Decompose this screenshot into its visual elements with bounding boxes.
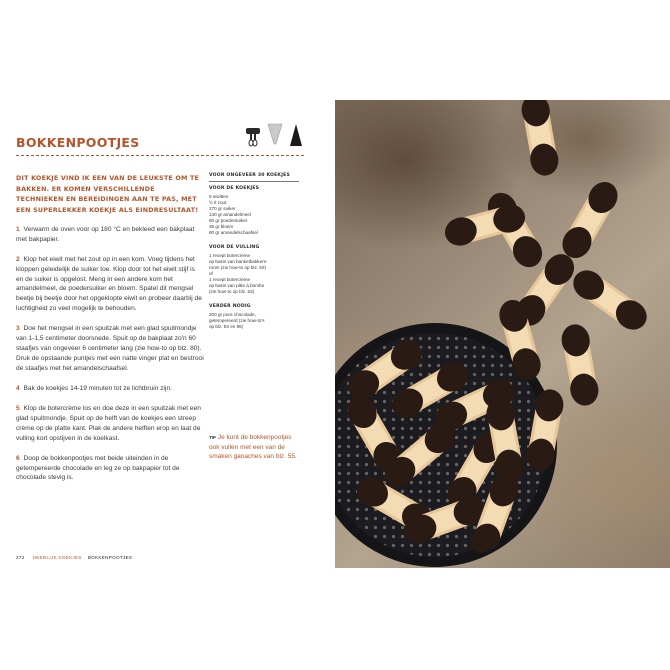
ingredient-item: 270 gr suiker bbox=[209, 206, 236, 211]
yield-heading: VOOR ONGEVEER 30 KOEKJES bbox=[209, 173, 290, 178]
step-1: 1 Verwarm de oven voor op 180 °C en bekleed een bakplaat met bakpapier. bbox=[16, 226, 195, 243]
ingredient-item: 60 gr poedersuiker bbox=[209, 218, 248, 223]
recipe-title: BOKKENPOOTJES bbox=[16, 135, 140, 150]
tip-text: Je kunt de bokkenpootjes ook vullen met een van de smaken ganaches van blz. 55. bbox=[209, 434, 297, 461]
mixer-icon bbox=[246, 128, 260, 146]
ingredient-item: ½ tl zout bbox=[209, 200, 227, 205]
cone-icon bbox=[290, 124, 302, 146]
sidebar-divider bbox=[209, 181, 299, 182]
ingredient-list bbox=[209, 253, 305, 295]
ingredient-item: op blz. 83 en 86) bbox=[209, 324, 244, 329]
piping-bag-icon bbox=[268, 124, 282, 144]
cookie-piece bbox=[559, 322, 601, 408]
photo-illustration bbox=[335, 100, 670, 568]
title-divider bbox=[16, 155, 304, 156]
step-5: 5 Klop de botercrème los en doe deze in een spuitzak met een glad spuitmondje. Spuit op de helft van de koekjes een streep crème op de platte kant. Plak de andere helften erop en laat de vulling kort opstijven in de koelkast. bbox=[16, 405, 201, 442]
ingredients-sidebar bbox=[209, 173, 305, 339]
cookie-piece bbox=[519, 100, 561, 178]
step-6: 6 Doop de bokkenpootjes met beide uiteinden in de getempereerde chocolade en leg ze op bakpapier tot de chocolade stevig is. bbox=[16, 454, 180, 482]
ingredient-item: 1 recept botercrème bbox=[209, 253, 251, 258]
step-3: 3 Doe het mengsel in een spuitzak met een glad spuitmondje van 1-1,5 centimeter doorsnede. Spuit op de bakplaat zo'n 60 staafjes van ongeveer 6 centimeter lang (zie how-to op blz. 80). Druk de opstaande puntjes met een natte vinger plat en bestrooi de staafjes met het amandelschaafsel. bbox=[16, 325, 204, 372]
ingredient-item: room (zie how-to op blz. 60) bbox=[209, 265, 266, 270]
ingredient-item: op basis van banketbakkers- bbox=[209, 259, 268, 264]
recipe-steps bbox=[16, 225, 204, 494]
technique-icons bbox=[244, 122, 304, 148]
ingredient-item: 5 eiwitten bbox=[209, 194, 229, 199]
section-heading: VOOR DE VULLING bbox=[209, 245, 260, 250]
section-heading: VOOR DE KOEKJES bbox=[209, 186, 260, 191]
cookie-piece bbox=[557, 177, 623, 264]
ingredient-item: getempereerd (zie how-to's bbox=[209, 318, 265, 323]
ingredient-item: 35 gr bloem bbox=[209, 224, 234, 229]
ingredient-item: 60 gr amandelschaafsel bbox=[209, 230, 258, 235]
chapter-title: BOKKENPOOTJES bbox=[87, 555, 133, 560]
ingredients-extra bbox=[209, 304, 305, 330]
book-title: HEERLIJK KOEKJES bbox=[32, 555, 82, 560]
ingredient-item: (zie how-to op blz. 63) bbox=[209, 289, 255, 294]
page-footer bbox=[16, 555, 132, 560]
ingredient-list bbox=[209, 194, 305, 236]
ingredient-item: 1 recept botercrème bbox=[209, 277, 251, 282]
ingredient-list bbox=[209, 312, 305, 330]
tip-label: TIP bbox=[209, 435, 216, 440]
step-2: 2 Klop het eiwit met het zout op in een kom. Voeg tijdens het kloppen geleidelijk de suiker toe. Klop door tot het eiwit stijf is en de suiker is opgelost. Meng in een andere kom het amandelmeel, de poedersuiker en bloem. Spatel dit mengsel beetje bij beetje door het opgeklopte eiwit en probeer daarbij de luchtigheid zo veel mogelijk te behouden. bbox=[16, 256, 202, 313]
tip-box bbox=[209, 433, 301, 462]
ingredient-item: 140 gr amandelmeel bbox=[209, 212, 251, 217]
cookie-piece bbox=[568, 264, 653, 335]
ingredient-item: op basis van pâte à bombe bbox=[209, 283, 265, 288]
section-heading: VERDER NODIG bbox=[209, 304, 251, 309]
recipe-intro: DIT KOEKJE VIND IK EEN VAN DE LEUKSTE OM TE BAKKEN. ER KOMEN VERSCHILLENDE TECHNIEKEN EN BEREIDINGEN AAN TE PAS, MET EEN SUPERLEKKER KOEKJE ALS EINDRESULTAAT! bbox=[16, 174, 200, 214]
step-4: 4 Bak de koekjes 14-19 minuten tot ze lichtbruin zijn. bbox=[16, 384, 172, 392]
page-number: 272 bbox=[16, 555, 25, 560]
ingredients-cookies bbox=[209, 186, 305, 236]
ingredient-item: 200 gr pure chocolade, bbox=[209, 312, 256, 317]
ingredients-filling bbox=[209, 245, 305, 295]
ingredient-item: of bbox=[209, 271, 213, 276]
recipe-page bbox=[12, 100, 332, 570]
cookie-photo bbox=[335, 100, 670, 568]
